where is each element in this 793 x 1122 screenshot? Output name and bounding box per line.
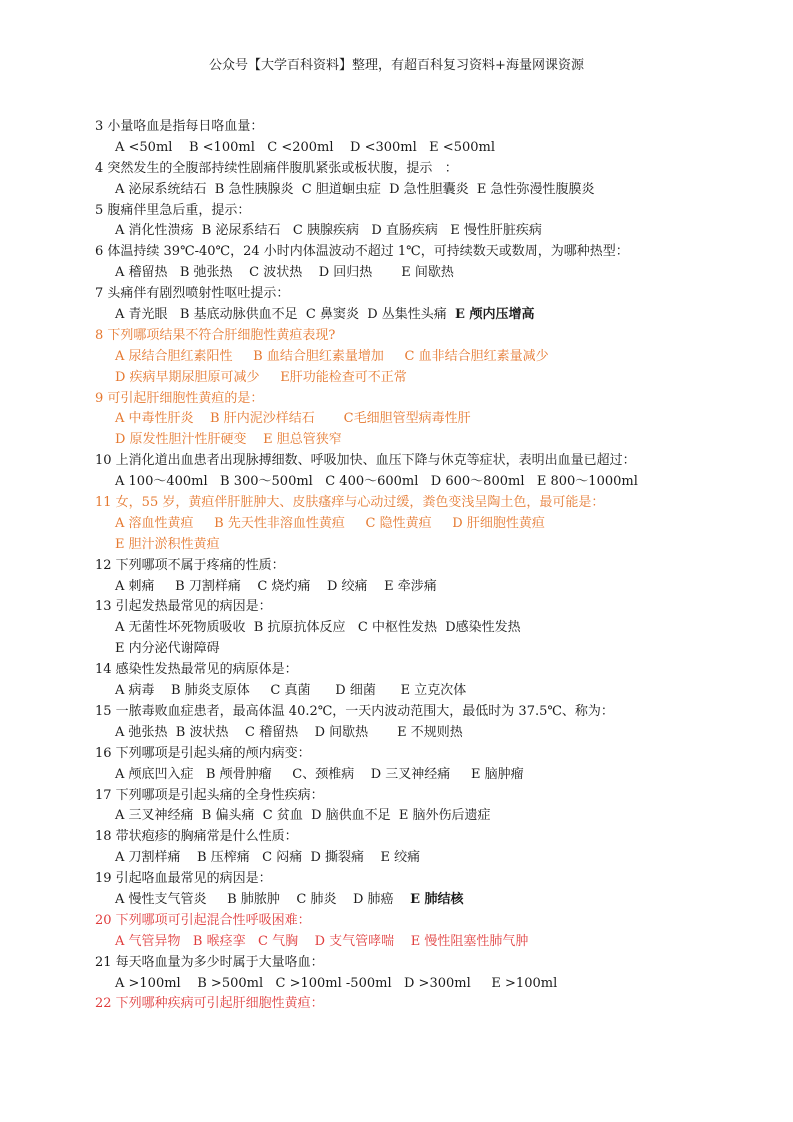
question-label: 16 下列哪项是引起头痛的颅内病变：	[95, 745, 311, 761]
answer-options	[95, 723, 775, 744]
page-header: 公众号【大学百科资料】整理，有超百科复习资料+海量网课资源	[209, 58, 584, 73]
question-label: 17 下列哪项是引起头痛的全身性疾病：	[95, 787, 324, 803]
options-text: A 气管异物 B 喉痉挛 C 气胸 D 支气管哮喘 E 慢性阻塞性肺气肿	[115, 933, 529, 949]
question-label: 6 体温持续 39℃-40℃，24 小时内体温波动不超过 1℃，可持续数天或数周，为哪种热型：	[95, 244, 629, 260]
question-label: 19 引起咯血最常见的病因是：	[95, 871, 272, 887]
answer-options	[95, 263, 775, 284]
question-text	[95, 911, 775, 932]
options-text: D 疾病早期尿胆原可减少 E肝功能检查可不正常	[115, 369, 407, 385]
question-text	[95, 201, 775, 222]
options-text: A 弛张热 B 波状热 C 稽留热 D 间歇热 E 不规则热	[115, 724, 463, 740]
answer-options	[95, 974, 775, 995]
question-text	[95, 660, 775, 681]
question-text	[95, 451, 775, 472]
options-text: A >100ml B >500ml C >100ml -500ml D >300ml E >100ml	[115, 975, 558, 991]
highlighted-answer: E 肺结核	[410, 891, 464, 907]
answer-options	[95, 347, 775, 368]
options-text: A 慢性支气管炎 B 肺脓肿 C 肺炎 D 肺癌	[115, 891, 411, 907]
options-text: D 原发性胆汁性肝硬变 E 胆总管狭窄	[115, 432, 342, 448]
answer-options	[95, 305, 775, 326]
question-label: 18 带状疱疹的胸痛常是什么性质：	[95, 829, 298, 845]
question-label: 15 一脓毒败血症患者，最高体温 40.2℃，一天内波动范围大，最低时为 37.5℃、称为：	[95, 703, 614, 719]
question-text	[95, 284, 775, 305]
answer-options	[95, 890, 775, 911]
options-text: A 稽留热 B 弛张热 C 波状热 D 回归热 E 间歇热	[115, 265, 454, 281]
question-text	[95, 556, 775, 577]
question-label: 10 上消化道出血患者出现脉搏细数、呼吸加快、血压下降与休克等症状，表明出血量已超过：	[95, 453, 636, 469]
question-text	[95, 869, 775, 890]
answer-options	[95, 430, 775, 451]
options-text: A <50ml B <100ml C <200ml D <300ml E <500ml	[115, 139, 495, 155]
answer-options	[95, 681, 775, 702]
question-label: 13 引起发热最常见的病因是：	[95, 599, 272, 615]
answer-options	[95, 618, 775, 639]
answer-options	[95, 138, 775, 159]
answer-options	[95, 514, 775, 535]
options-text: A 溶血性黄疸 B 先天性非溶血性黄疸 C 隐性黄疸 D 肝细胞性黄疸	[115, 515, 545, 531]
question-text	[95, 994, 775, 1015]
question-text	[95, 326, 775, 347]
options-text: A 三叉神经痛 B 偏头痛 C 贫血 D 脑供血不足 E 脑外伤后遗症	[115, 808, 491, 824]
question-text	[95, 786, 775, 807]
question-label: 9 可引起肝细胞性黄疸的是：	[95, 390, 264, 406]
question-label: 20 下列哪项可引起混合性呼吸困难：	[95, 912, 311, 928]
options-text: A 无菌性坏死物质吸收 B 抗原抗体反应 C 中枢性发热 D感染性发热	[115, 620, 521, 636]
answer-options	[95, 409, 775, 430]
answer-options	[95, 806, 775, 827]
options-text: A 病毒 B 肺炎支原体 C 真菌 D 细菌 E 立克次体	[115, 683, 467, 699]
options-text: A 100～400ml B 300～500ml C 400～600ml D 600～800ml E 800～1000ml	[115, 474, 638, 490]
answer-options	[95, 639, 775, 660]
answer-options	[95, 848, 775, 869]
question-text	[95, 702, 775, 723]
question-label: 7 头痛伴有剧烈喷射性呕吐提示：	[95, 286, 290, 302]
answer-options	[95, 472, 775, 493]
question-text	[95, 744, 775, 765]
options-text: A 消化性溃疡 B 泌尿系结石 C 胰腺疾病 D 直肠疾病 E 慢性肝脏疾病	[115, 223, 542, 239]
question-label: 11 女，55 岁，黄疸伴肝脏肿大、皮肤瘙痒与心动过缓，粪色变浅呈陶土色，最可能是：	[95, 495, 605, 511]
answer-options	[95, 221, 775, 242]
question-text	[95, 117, 775, 138]
answer-options	[95, 932, 775, 953]
options-text: E 胆汁淤积性黄疸	[115, 536, 220, 552]
question-label: 8 下列哪项结果不符合肝细胞性黄疸表现?	[95, 327, 336, 343]
answer-options	[95, 535, 775, 556]
question-label: 21 每天咯血量为多少时属于大量咯血：	[95, 954, 324, 970]
options-text: A 泌尿系统结石 B 急性胰腺炎 C 胆道蛔虫症 D 急性胆囊炎 E 急性弥漫性腹膜炎	[115, 181, 595, 197]
question-text	[95, 389, 775, 410]
question-text	[95, 242, 775, 263]
options-text: A 中毒性肝炎 B 肝内泥沙样结石 C毛细胆管型病毒性肝	[115, 411, 471, 427]
question-label: 4 突然发生的全腹部持续性剧痛伴腹肌紧张或板状腹，提示 ：	[95, 160, 458, 176]
answer-options	[95, 180, 775, 201]
answer-options	[95, 577, 775, 598]
options-text: A 刺痛 B 刀割样痛 C 烧灼痛 D 绞痛 E 牵涉痛	[115, 578, 437, 594]
question-label: 22 下列哪种疾病可引起肝细胞性黄疸：	[95, 996, 324, 1012]
options-text: E 内分泌代谢障碍	[115, 641, 220, 657]
question-list	[95, 117, 775, 1015]
answer-options	[95, 368, 775, 389]
options-text: A 颅底凹入症 B 颅骨肿瘤 C、颈椎病 D 三叉神经痛 E 脑肿瘤	[115, 766, 524, 782]
question-label: 5 腹痛伴里急后重，提示：	[95, 202, 251, 218]
question-label: 12 下列哪项不属于疼痛的性质：	[95, 557, 285, 573]
question-text	[95, 953, 775, 974]
options-text: A 青光眼 B 基底动脉供血不足 C 鼻窦炎 D 丛集性头痛	[115, 307, 456, 323]
question-text	[95, 493, 775, 514]
question-text	[95, 597, 775, 618]
question-text	[95, 159, 775, 180]
question-label: 14 感染性发热最常见的病原体是：	[95, 662, 298, 678]
question-text	[95, 827, 775, 848]
options-text: A 刀割样痛 B 压榨痛 C 闷痛 D 撕裂痛 E 绞痛	[115, 850, 421, 866]
highlighted-answer: E 颅内压增高	[455, 307, 535, 323]
question-label: 3 小量咯血是指每日咯血量：	[95, 119, 264, 134]
answer-options	[95, 765, 775, 786]
options-text: A 尿结合胆红素阳性 B 血结合胆红素量增加 C 血非结合胆红素量减少	[115, 348, 549, 364]
